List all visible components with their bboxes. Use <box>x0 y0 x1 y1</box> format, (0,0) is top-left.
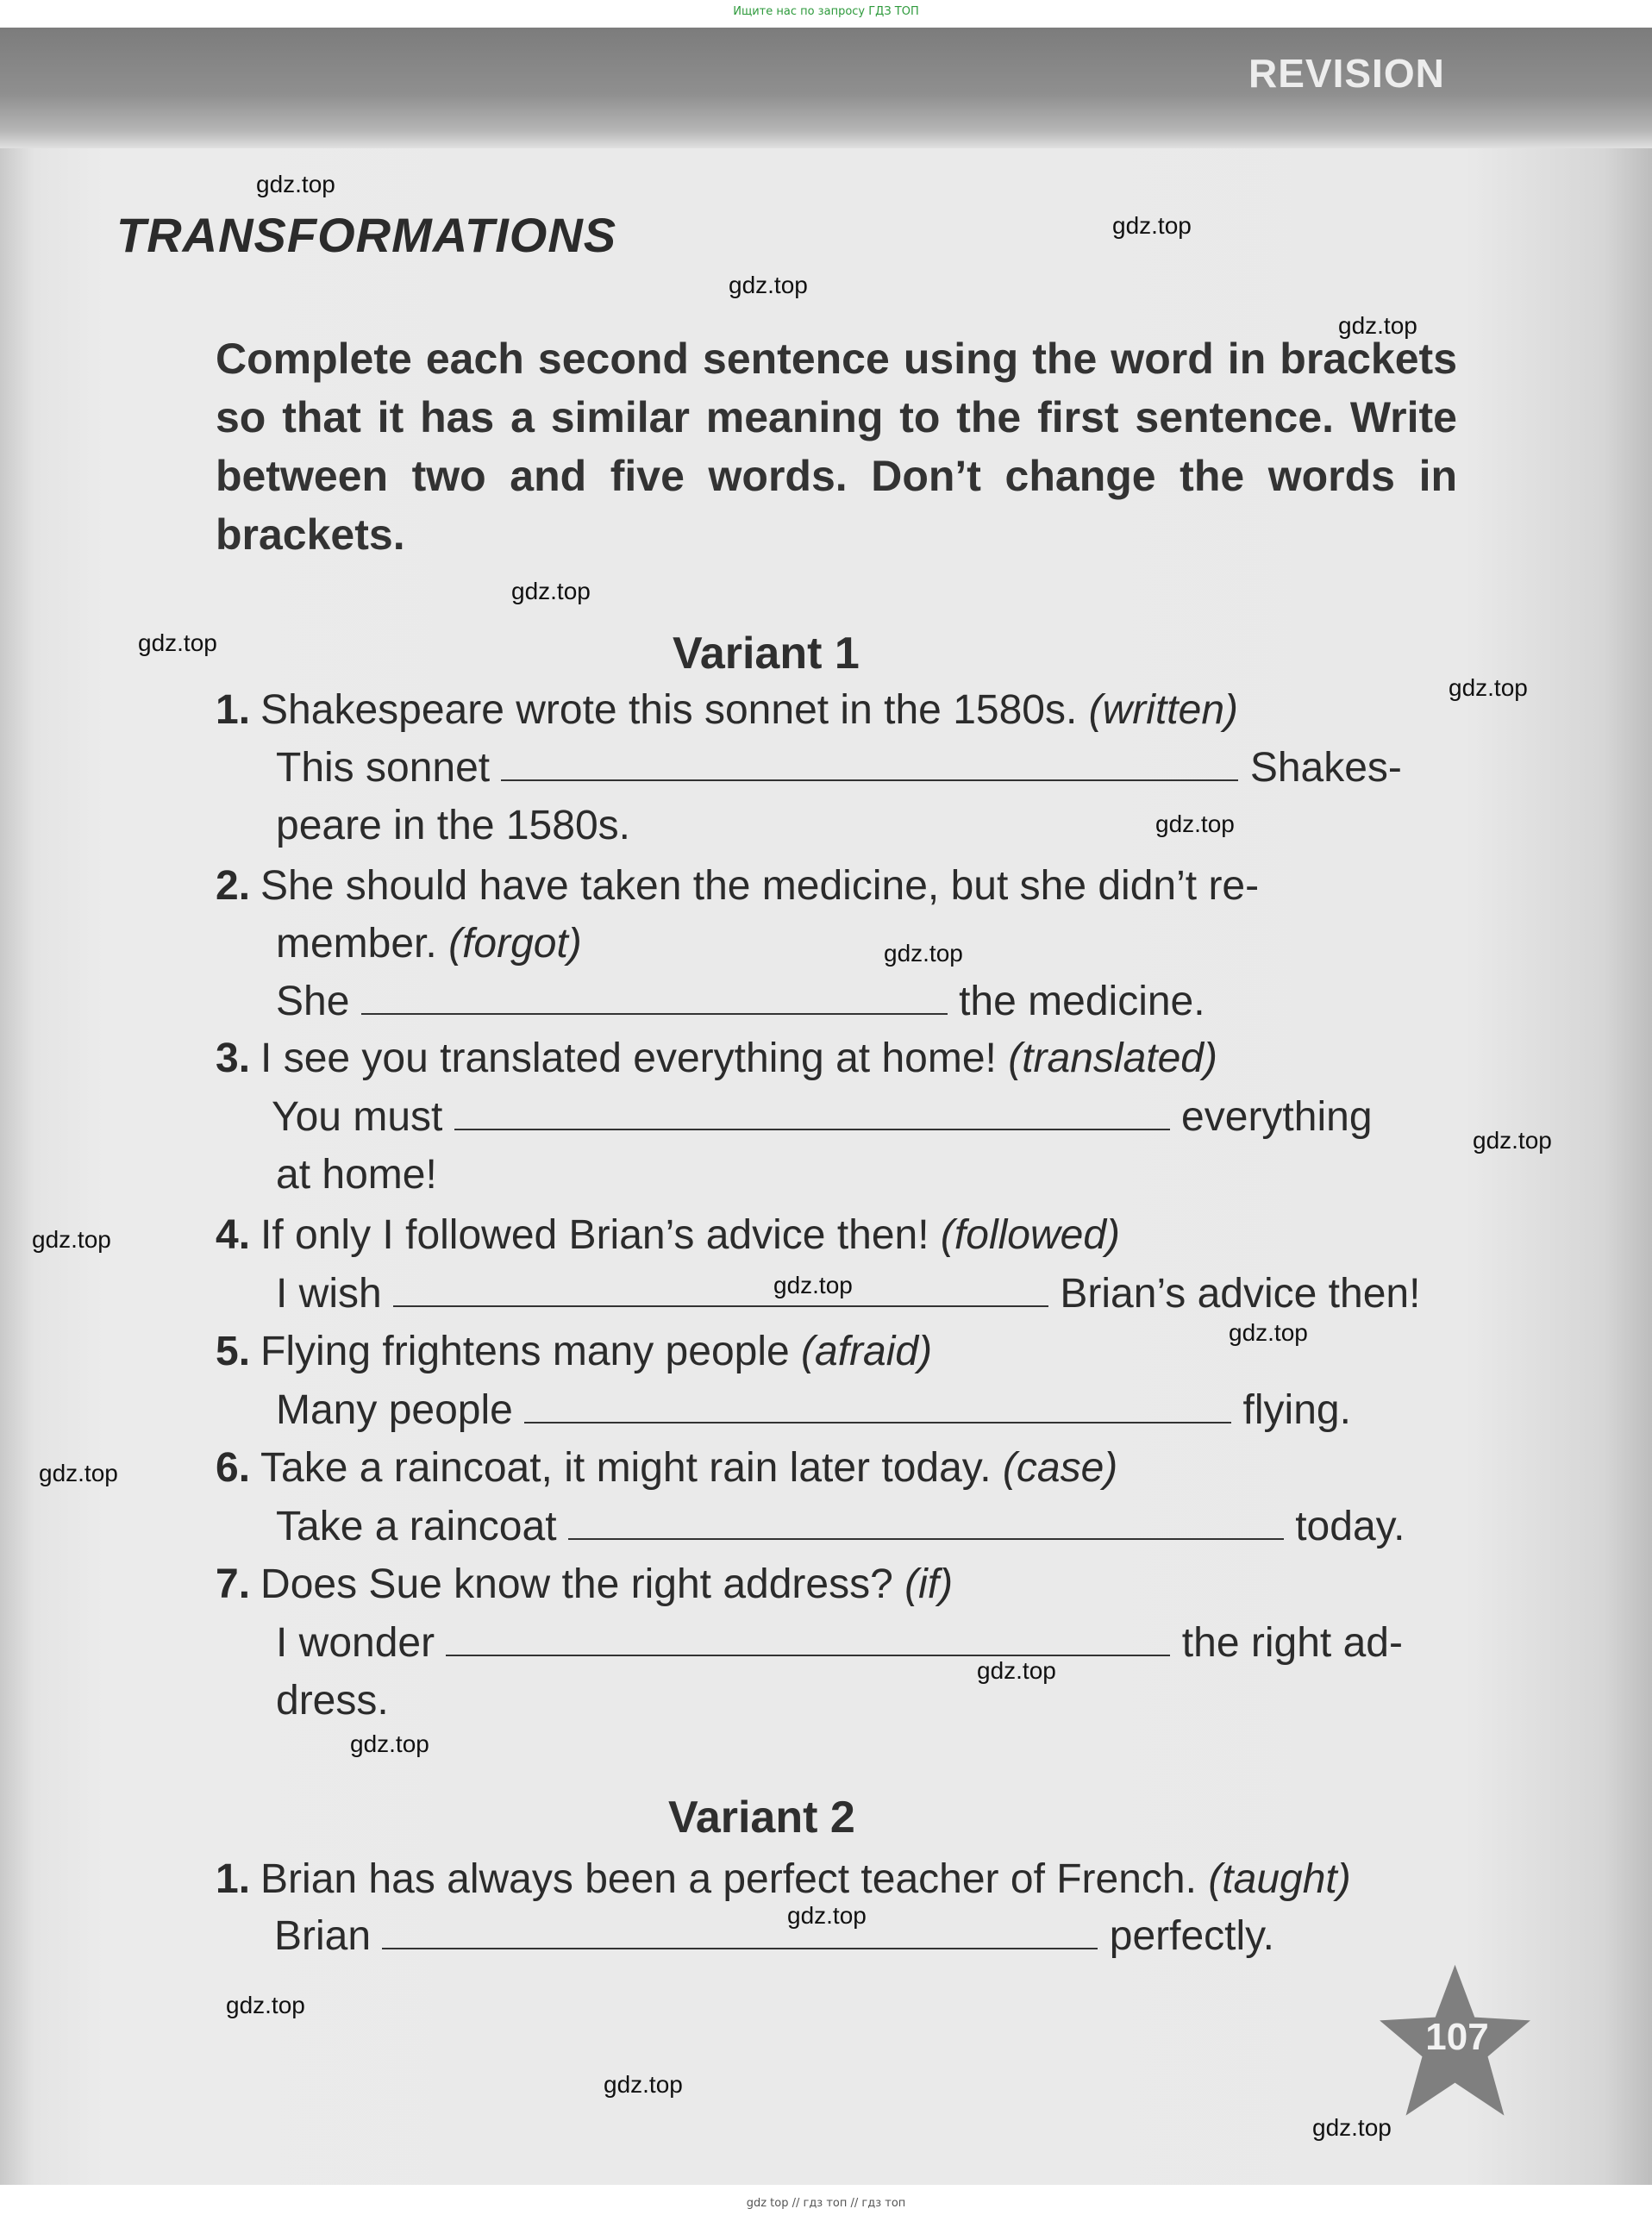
item-number: 4. <box>216 1212 251 1258</box>
sentence-start: I wonder <box>276 1620 435 1666</box>
sentence-end: the medicine. <box>959 979 1205 1024</box>
keyword-hint: (taught) <box>1208 1856 1351 1902</box>
sentence-start: I wish <box>276 1271 382 1317</box>
item-number: 1. <box>216 1856 251 1902</box>
keyword-hint: (followed) <box>940 1212 1120 1258</box>
watermark: gdz.top <box>1312 2114 1392 2141</box>
v1-item-2-transformation <box>276 978 1205 1025</box>
v1-item-1-sentence <box>216 686 1238 734</box>
watermark: gdz.top <box>1449 674 1528 701</box>
v1-item-7-sentence <box>216 1561 953 1608</box>
answer-blank[interactable] <box>454 1094 1170 1130</box>
watermark: gdz.top <box>729 272 808 298</box>
item-number: 1. <box>216 687 251 733</box>
v1-item-2-sentence <box>216 862 1259 910</box>
keyword-hint: (if) <box>904 1561 954 1607</box>
watermark: gdz.top <box>1155 810 1235 837</box>
watermark: gdz.top <box>256 171 335 197</box>
answer-blank[interactable] <box>446 1620 1170 1656</box>
sentence-end: Shakes- <box>1249 745 1402 791</box>
watermark: gdz.top <box>138 629 217 656</box>
variant-1-heading: Variant 1 <box>673 629 860 679</box>
sentence-start: Brian <box>274 1913 372 1959</box>
item-number: 5. <box>216 1329 251 1374</box>
keyword-hint: (forgot) <box>448 921 582 967</box>
page-number: 107 <box>1425 2016 1489 2058</box>
watermark: gdz.top <box>1473 1127 1552 1154</box>
sentence-text: member. <box>276 921 437 967</box>
exercise-instructions: Complete each second sentence using the word in brackets so that it has a similar meaning to the first sentence. Write between two and five words. Don’t change the words in brackets. <box>216 335 1457 559</box>
answer-blank[interactable] <box>393 1271 1048 1307</box>
sentence-start: This sonnet <box>276 745 491 791</box>
keyword-hint: (case) <box>1002 1445 1118 1491</box>
sentence-text: I see you translated everything at home! <box>260 1036 997 1081</box>
watermark: gdz.top <box>773 1272 853 1298</box>
item-number: 7. <box>216 1561 251 1607</box>
answer-blank[interactable] <box>361 979 948 1015</box>
watermark: gdz.top <box>1229 1319 1308 1346</box>
keyword-hint: (translated) <box>1008 1036 1217 1081</box>
sentence-text: Brian has always been a perfect teacher of French. <box>260 1856 1197 1902</box>
sentence-end: flying. <box>1242 1387 1351 1433</box>
v1-item-1-transformation <box>276 744 1402 792</box>
v1-item-2-sentence-cont <box>276 920 582 967</box>
sentence-end: Brian’s advice then! <box>1060 1271 1421 1317</box>
watermark: gdz.top <box>884 940 963 967</box>
sentence-start: Take a raincoat <box>276 1504 557 1549</box>
keyword-hint: (written) <box>1088 687 1238 733</box>
page-title: TRANSFORMATIONS <box>116 208 617 262</box>
v1-item-6-sentence <box>216 1444 1117 1492</box>
sentence-text: Take a raincoat, it might rain later today. <box>260 1445 992 1491</box>
variant-2-heading: Variant 2 <box>668 1793 855 1843</box>
v1-item-7-continuation: dress. <box>276 1678 389 1724</box>
sentence-start: Many people <box>276 1387 513 1433</box>
sentence-end: everything <box>1181 1094 1373 1140</box>
watermark: gdz.top <box>787 1902 867 1929</box>
sentence-start: You must <box>272 1094 443 1140</box>
v1-item-3-transformation <box>272 1093 1373 1141</box>
answer-blank[interactable] <box>382 1913 1098 1949</box>
sentence-start: She <box>276 979 350 1024</box>
sentence-end: perfectly. <box>1109 1913 1274 1959</box>
watermark: gdz.top <box>32 1226 111 1253</box>
v1-item-1-continuation: peare in the 1580s. <box>276 803 630 848</box>
watermark: gdz.top <box>604 2071 683 2098</box>
section-label: REVISION <box>1248 51 1445 96</box>
sentence-text: She should have taken the medicine, but she didn’t re- <box>260 863 1260 909</box>
watermark: gdz.top <box>1112 212 1192 239</box>
sentence-text: Shakespeare wrote this sonnet in the 1580s. <box>260 687 1078 733</box>
watermark: gdz.top <box>350 1730 429 1757</box>
answer-blank[interactable] <box>501 745 1238 781</box>
v1-item-7-transformation <box>276 1619 1403 1667</box>
answer-blank[interactable] <box>568 1504 1284 1540</box>
v1-item-5-sentence <box>216 1328 932 1375</box>
sentence-end: the right ad- <box>1181 1620 1403 1666</box>
item-number: 3. <box>216 1036 251 1081</box>
v1-item-5-transformation <box>276 1386 1351 1434</box>
sentence-text: Flying frightens many people <box>260 1329 790 1374</box>
sentence-text: Does Sue know the right address? <box>260 1561 893 1607</box>
bottom-banner-note: gdz top // гдз топ // гдз топ <box>746 2197 906 2210</box>
sentence-end: today. <box>1295 1504 1405 1549</box>
v2-item-1-transformation <box>274 1912 1274 1960</box>
watermark: gdz.top <box>226 1992 305 2018</box>
watermark: gdz.top <box>39 1460 118 1486</box>
watermark: gdz.top <box>977 1657 1056 1684</box>
watermark: gdz.top <box>1338 312 1417 339</box>
v2-item-1-sentence <box>216 1855 1351 1903</box>
item-number: 6. <box>216 1445 251 1491</box>
watermark: gdz.top <box>511 578 591 604</box>
answer-blank[interactable] <box>524 1387 1231 1423</box>
v1-item-6-transformation <box>276 1503 1405 1550</box>
top-banner-note: Ищите нас по запросу ГДЗ ТОП <box>733 5 919 18</box>
v1-item-3-continuation: at home! <box>276 1152 437 1198</box>
v1-item-4-sentence <box>216 1211 1120 1259</box>
keyword-hint: (afraid) <box>801 1329 933 1374</box>
item-number: 2. <box>216 863 251 909</box>
v1-item-3-sentence <box>216 1035 1217 1082</box>
sentence-text: If only I followed Brian’s advice then! <box>260 1212 929 1258</box>
